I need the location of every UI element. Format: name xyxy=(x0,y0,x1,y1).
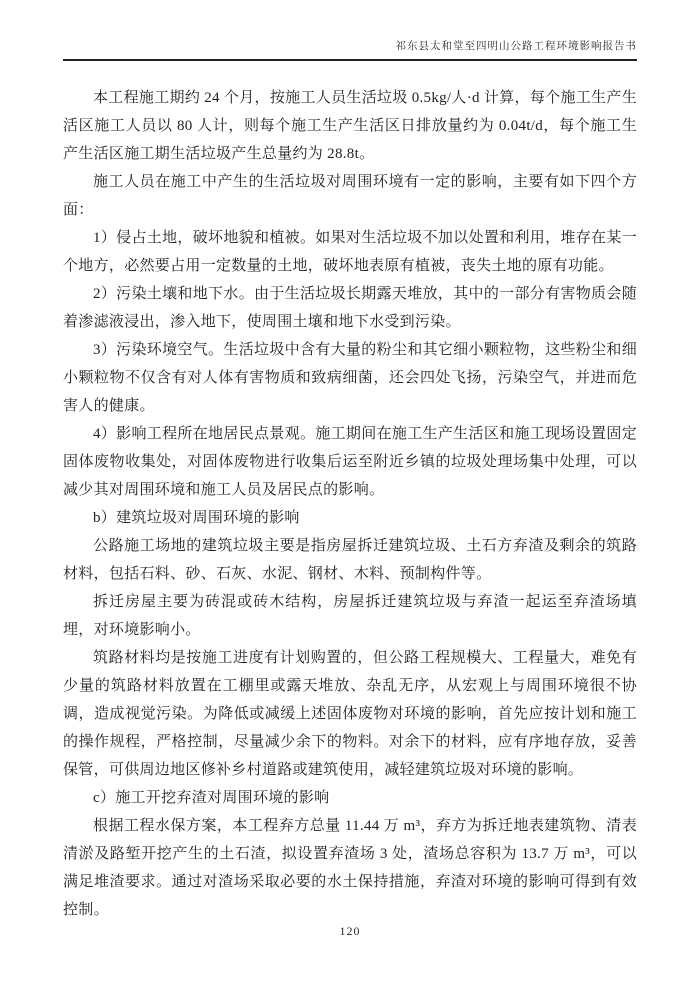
paragraph: 筑路材料均是按施工进度有计划购置的，但公路工程规模大、工程量大，难免有少量的筑路材料放置在工棚里或露天堆放、杂乱无序，从宏观上与周围环境很不协调，造成视觉污染。为降低或减缓上述固体废物对环境的影响，首先应按计划和施工的操作规程，严格控制，尽量减少余下的物料。对余下的材料，应有序地存放，妥善保管，可供周边地区修补乡村道路或建筑使用，减轻建筑垃圾对环境的影响。 xyxy=(63,650,637,778)
section-subheading: b）建筑垃圾对周围环境的影响 xyxy=(93,510,300,526)
header-title: 祁东县太和堂至四明山公路工程环境影响报告书 xyxy=(395,41,637,52)
page-footer xyxy=(0,922,700,940)
paragraph: 拆迁房屋主要为砖混或砖木结构，房屋拆迁建筑垃圾与弃渣一起运至弃渣场填埋，对环境影响小。 xyxy=(63,594,637,638)
paragraph: 4）影响工程所在地居民点景观。施工期间在施工生产生活区和施工现场设置固定固体废物收集处，对固体废物进行收集后运至附近乡镇的垃圾处理场集中处理，可以减少其对周围环境和施工人员及居民点的影响。 xyxy=(63,426,637,498)
section-subheading: c）施工开挖弃渣对周围环境的影响 xyxy=(93,790,330,806)
paragraph: 施工人员在施工中产生的生活垃圾对周围环境有一定的影响，主要有如下四个方面： xyxy=(63,174,637,218)
paragraph: 2）污染土壤和地下水。由于生活垃圾长期露天堆放，其中的一部分有害物质会随着渗滤液浸出，渗入地下，使周围土壤和地下水受到污染。 xyxy=(63,286,637,330)
paragraph: 根据工程水保方案，本工程弃方总量 11.44 万 m³，弃方为拆迁地表建筑物、清表清淤及路堑开挖产生的土石渣，拟设置弃渣场 3 处，渣场总容积为 13.7 万 m³，可以满足堆渣要求。通过对渣场采取必要的水土保持措施，弃渣对环境的影响可得到有效控制。 xyxy=(63,818,637,918)
paragraph: 本工程施工期约 24 个月，按施工人员生活垃圾 0.5kg/人·d 计算，每个施工生产生活区施工人员以 80 人计，则每个施工生产生活区日排放量约为 0.04t/d，每个施工生产生活区施工期生活垃圾产生总量约为 28.8t。 xyxy=(63,90,637,162)
page-header xyxy=(63,40,637,61)
document-body xyxy=(63,84,637,924)
paragraph: 公路施工场地的建筑垃圾主要是指房屋拆迁建筑垃圾、土石方弃渣及剩余的筑路材料，包括石料、砂、石灰、水泥、钢材、木料、预制构件等。 xyxy=(63,538,637,582)
paragraph: 3）污染环境空气。生活垃圾中含有大量的粉尘和其它细小颗粒物，这些粉尘和细小颗粒物不仅含有对人体有害物质和致病细菌，还会四处飞扬，污染空气，并进而危害人的健康。 xyxy=(63,342,637,414)
page-number: 120 xyxy=(339,924,361,938)
paragraph: 1）侵占土地，破坏地貌和植被。如果对生活垃圾不加以处置和利用，堆存在某一个地方，必然要占用一定数量的土地，破坏地表原有植被，丧失土地的原有功能。 xyxy=(63,230,637,274)
